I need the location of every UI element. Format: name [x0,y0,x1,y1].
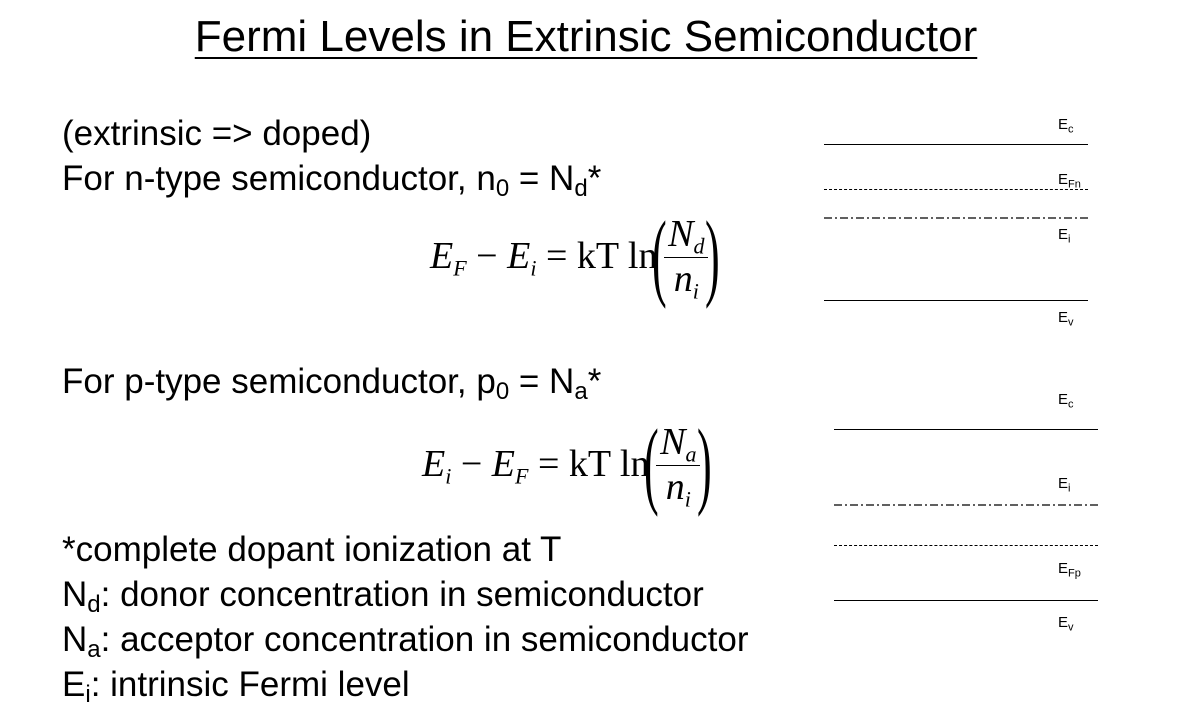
ptype-efp-label: $E_{Fp}$ [1058,560,1081,580]
ntype-equation: $E_F - E_i$ = kT ln ( $\frac{N_d}{n_i}$ ) [430,202,721,310]
note-donor: $N_d$: donor concentration in semiconductor [62,575,704,618]
ptype-valence-band-line [834,600,1098,601]
ntype-conduction-band-line [824,144,1088,145]
note-intrinsic: $E_i$: intrinsic Fermi level [62,665,410,708]
ntype-efn-label: $E_{Fn}$ [1058,171,1081,191]
ntype-fermi-level-line [824,189,1088,190]
ntype-valence-band-line [824,300,1088,301]
ptype-intrinsic-level-line [834,503,1098,507]
ptype-ev-label: $E_v$ [1058,614,1074,634]
ntype-ev-label: $E_v$ [1058,309,1074,329]
right-paren: ) [697,410,713,518]
ptype-equation: $E_i - E_F$ = kT ln ( $\frac{N_a}{n_i}$ ) [422,410,713,518]
ptype-conduction-band-line [834,429,1098,430]
note-acceptor: $N_a$: acceptor concentration in semiconductor [62,620,749,663]
ptype-ei-label: $E_i$ [1058,475,1071,495]
ntype-intrinsic-level-line [824,216,1088,220]
ptype-ec-label: $E_c$ [1058,391,1074,411]
ntype-ec-label: $E_c$ [1058,116,1074,136]
left-paren: ( [644,410,660,518]
note-ionization: *complete dopant ionization at T [62,530,562,569]
ntype-fraction: $\frac{N_d}{n_i}$ [664,215,708,298]
ntype-statement: For n-type semiconductor, $n_0 = N_d*$ [62,159,602,202]
page-title: Fermi Levels in Extrinsic Semiconductor [194,12,978,61]
left-paren: ( [652,202,668,310]
ptype-fraction: $\frac{N_a}{n_i}$ [656,423,700,506]
ntype-ei-label: $E_i$ [1058,226,1071,246]
right-paren: ) [705,202,721,310]
intro-text: (extrinsic => doped) [62,114,372,153]
ptype-statement: For p-type semiconductor, $p_0 = N_a*$ [62,362,602,405]
ptype-fermi-level-line [834,545,1098,546]
